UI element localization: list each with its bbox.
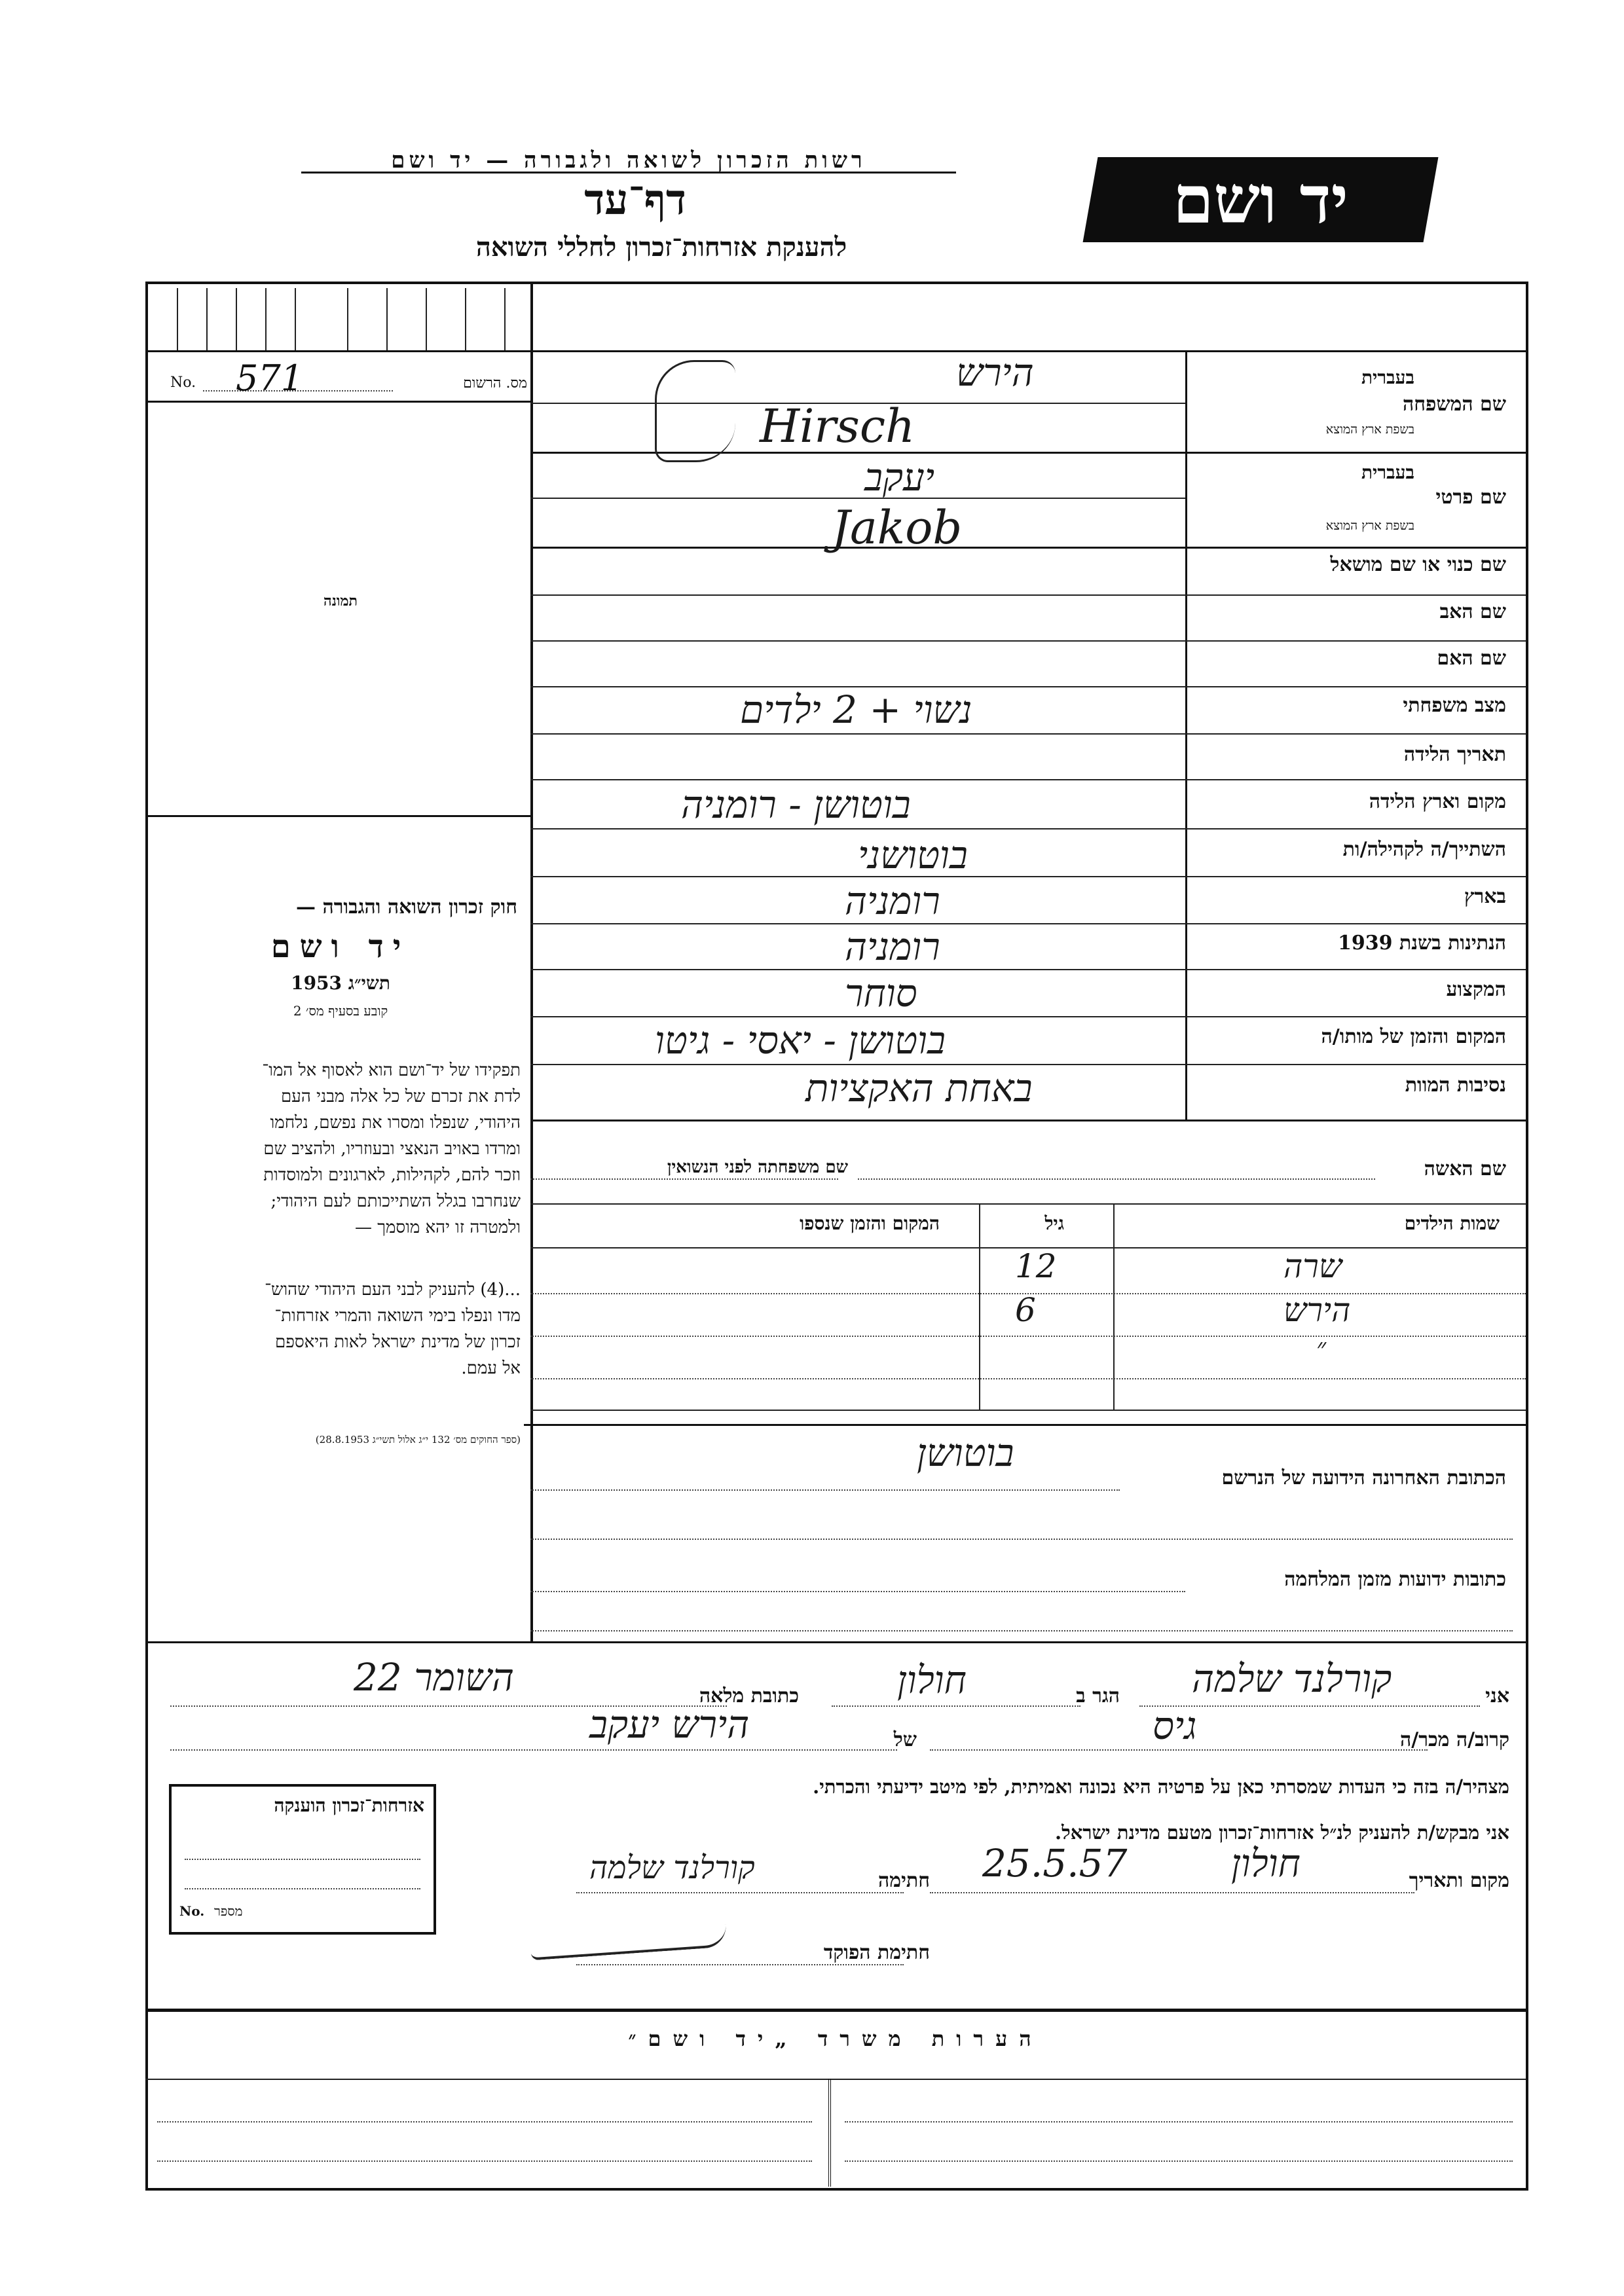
declarant-relation-value: גיס (1153, 1704, 1197, 1748)
marital-label: מצב משפחתי (1403, 694, 1506, 717)
firstname-origin-label: בשפת ארץ המוצא (1325, 519, 1414, 533)
child-age: 6 (1015, 1291, 1036, 1329)
surname-label: שם המשפחה (1402, 393, 1506, 416)
law-clause: קובע בסעיף מס׳ 2 (293, 1003, 388, 1019)
request-text: אני מבקש/ת להעניק לנ״ל אזרחות־זכרון מטעם מדינת ישראל. (1055, 1821, 1509, 1844)
firstname-label: שם פרטי (1435, 486, 1506, 509)
citizenship-number-en: No. (179, 1903, 205, 1919)
yad-vashem-logo (1083, 157, 1439, 242)
child-age: 12 (1015, 1247, 1057, 1285)
declarant-address-label: כתובת מלאה (699, 1685, 799, 1707)
war-address-label: כתובות ידועות מזמן המלחמה (1284, 1568, 1506, 1591)
declarant-city-value: חולון (897, 1658, 967, 1702)
officer-label: חתימת הפוקד (823, 1941, 930, 1964)
firstname-origin-value: Jakob (832, 501, 963, 555)
form-subtitle: להענקת אזרחות־זכרון לחללי השואה (475, 232, 847, 263)
registration-label-en: No. (170, 374, 196, 391)
law-source: (ספר החוקים מס׳ 132 י״ג אלול תשי״ג 28.8.1953) (315, 1434, 521, 1446)
law-name: יד ושם (270, 928, 411, 965)
children-names-header: שמות הילדים (1404, 1212, 1500, 1234)
wife-maiden-label: שם משפחתה לפני הנשואין (667, 1157, 848, 1177)
death-cause-label: נסיבות המוות (1405, 1074, 1506, 1097)
signature-mark: קורלנד שלמה (589, 1850, 755, 1886)
death-cause-value: באחת האקציות (805, 1066, 1033, 1110)
child-name: הירש (1283, 1291, 1351, 1329)
registration-value: 571 (236, 357, 304, 399)
last-address-value: בוטושן (917, 1430, 1014, 1475)
citizenship-number-he: מספר (214, 1903, 243, 1919)
firstname-hebrew-value: יעקב (864, 455, 935, 500)
surname-origin-label: בשפת ארץ המוצא (1325, 422, 1414, 437)
child-name: ״ (1316, 1333, 1327, 1363)
declaration-text: מצהיר/ה בזה כי העדות שמסרתי כאן על פרטיה היא נכונה ואמיתית, לפי מיטב ידיעתי והכרתי. (813, 1776, 1509, 1798)
law-body: תפקידו של יד־ושם הוא לאסוף אל המו־ לדת את זכרם של כל אלה מבני העם היהודי, שנפלו ומסרו את נפשם, נלחמו ומרדו באויב הנאצי ובעוזריו, ולהציב שם וזכר להם, לקהילות, לארגונים ולמוסדות שנחרבו בגלל השתייכותם לעם היהודי; ולמטרה זו יהא מוסמך — (262, 1061, 521, 1237)
photo-label: תמונה (323, 592, 358, 610)
declarant-name-value: קורלנד שלמה (1192, 1656, 1392, 1701)
country-label: בארץ (1464, 885, 1506, 908)
surname-correction-mark (655, 360, 735, 462)
citizenship-box-title: אזרחות־זכרון הוענקה (274, 1795, 424, 1816)
country-value: רומניה (845, 879, 940, 923)
office-notes-title: הערות משרד „יד ושם״ (628, 2026, 1043, 2051)
profession-label: המקצוע (1446, 978, 1506, 1001)
photo-area (157, 406, 524, 812)
death-label: המקום והזמן של מותו/ה (1321, 1025, 1506, 1048)
declarant-resides-label: הגר ב (1076, 1685, 1120, 1707)
children-age-header: גיל (1044, 1212, 1064, 1234)
marital-value: נשוי + 2 ילדים (740, 687, 972, 732)
declarant-relative-label: קרוב/ה מכר/ה (1400, 1728, 1509, 1751)
declarant-of-value: הירש יעקב (589, 1702, 750, 1747)
surname-origin-value: Hirsch (760, 399, 915, 453)
last-address-label: הכתובת האחרונה הידועה של הנרשם (1221, 1467, 1506, 1489)
top-line: רשות הזכרון לשואה ולגבורה — יד ושם (391, 147, 866, 173)
nationality-label: הנתינות בשנת 1939 (1337, 932, 1506, 955)
mother-label: שם האם (1437, 647, 1506, 670)
firstname-hebrew-label: בעברית (1361, 462, 1414, 483)
birthplace-value: בוטושן - רומניה (681, 782, 911, 827)
registration-label-he: מס. הרשום (463, 375, 527, 392)
declarant-of-label: של (893, 1728, 917, 1751)
community-value: בוטושני (858, 833, 968, 877)
nationality-value: רומניה (845, 924, 940, 969)
children-place-header: המקום והזמן שנספו (800, 1212, 940, 1234)
community-label: השתייך/ה לקהילה/ות (1342, 838, 1506, 861)
surname-hebrew-label: בעברית (1361, 367, 1414, 388)
place-value: חולון (1231, 1841, 1301, 1886)
law-year: תשי״ג 1953 (291, 972, 390, 994)
birthplace-label: מקום וארץ הלידה (1369, 790, 1506, 813)
signature-label: חתימה (878, 1869, 930, 1892)
place-date-label: מקום ותאריך (1409, 1869, 1509, 1892)
father-label: שם האב (1439, 600, 1506, 623)
declarant-i-label: אני (1485, 1685, 1509, 1707)
child-name: שרה (1283, 1247, 1342, 1285)
date-value: 25.5.57 (982, 1841, 1128, 1886)
profession-value: סוחר (845, 971, 917, 1015)
form-title: דף־עד (584, 175, 686, 225)
declarant-address-value: השומר 22 (354, 1655, 515, 1700)
surname-hebrew-value: הירש (956, 350, 1034, 395)
death-value: בוטושן - יאסי - גיטו (655, 1018, 946, 1063)
birthdate-label: תאריך הלידה (1403, 743, 1506, 766)
registration-number (164, 357, 527, 399)
citizenship-box (169, 1784, 436, 1935)
law-title: חוק זכרון השואה והגבורה — (296, 896, 517, 919)
wife-label: שם האשה (1424, 1157, 1506, 1180)
law-body-2: ...(4) להעניק לבני העם היהודי שהוש־ מדו ונפלו בימי השואה והמרי אזרחות־ זכרון של מדינת ישראל לאות היאספם אל עמם. (265, 1280, 521, 1378)
nickname-label: שם כנוי או שם מושאל (1330, 553, 1506, 576)
logo-text: יד ושם (1173, 161, 1348, 238)
